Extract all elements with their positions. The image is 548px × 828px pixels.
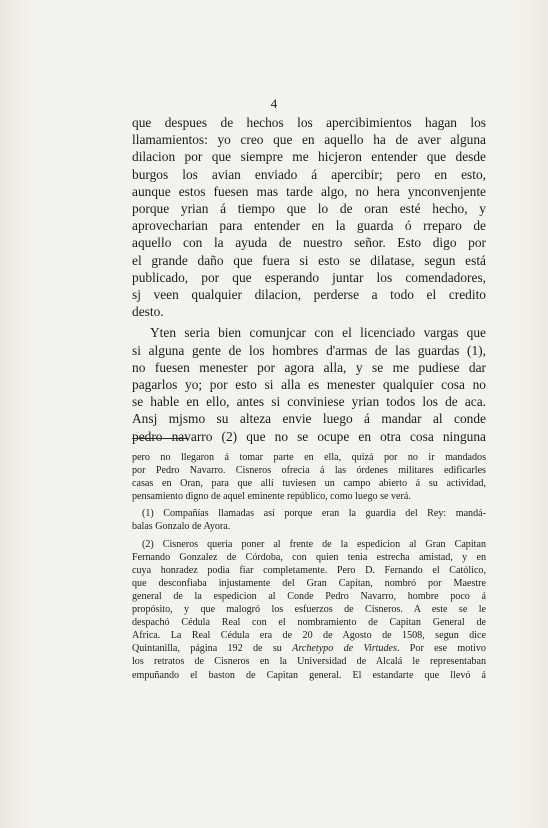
text-line: burgos los avian enviado á apercibir; pero en esto, xyxy=(132,166,486,182)
footnote-line: propósito, y que malogró los esfuerzos de Cisneros. A este se le xyxy=(132,604,486,616)
footnote-line: (2) Cisneros queria poner al frente de la espedicion al Gran Capitan xyxy=(142,538,486,550)
footnote-line: Fernando Gonzalez de Córdoba, con quien tenia estrecha amistad, y en xyxy=(132,551,486,563)
footnote-2 xyxy=(132,538,486,682)
text-line: pedro navarro (2) que no se ocupe en otra cosa ninguna xyxy=(132,428,486,444)
footnote-line: que desconfiaba injustamente del Gran Capitan, nombró por Maestre xyxy=(132,577,486,589)
footnote-line: balas Gonzalo de Ayora. xyxy=(132,521,231,533)
paragraph-2 xyxy=(132,324,486,444)
text-line: aunque estos fuesen mas tarde algo, no hera ynconvenjente xyxy=(132,183,486,199)
text-line: pagarlos yo; por esto si alla es menester qualquier cosa no xyxy=(132,377,486,393)
text-line: desto. xyxy=(132,304,164,320)
page-number: 4 xyxy=(270,96,278,111)
footnote-text: . Por ese motivo xyxy=(396,643,486,655)
book-title: Archetypo de Virtudes xyxy=(292,643,397,655)
text-line: se hable en ello, antes si conviniese yrian todos los de aca. xyxy=(132,394,486,410)
text-line: no fuesen menester por agora alla, y se me pudiese dar xyxy=(132,359,486,375)
footnote-line: empuñando el baston de Capitan general. El estandarte que llevó á xyxy=(132,669,486,681)
footnote-divider xyxy=(132,438,188,439)
paragraph-1 xyxy=(132,114,486,320)
text-line: llamamientos: yo creo que en aquello ha de aver alguna xyxy=(132,132,486,148)
text-line: sj veen qualquier dilacion, perderse a todo el credito xyxy=(132,287,486,303)
footnote-text: Quintanilla, página 192 de su xyxy=(132,643,293,655)
footnote-line: los retratos de Cisneros en la Universidad de Alcalá le representaban xyxy=(132,656,486,668)
footnote-1 xyxy=(132,507,486,533)
footnote-line: despachó Cédula Real con el nombramiento de Capitan General de xyxy=(132,617,486,629)
footnote-line-with-book-title xyxy=(132,642,486,655)
footnotes xyxy=(132,451,486,682)
text-line: Yten seria bien comunjcar con el licenciado vargas que xyxy=(150,325,486,341)
footnote-line: pensamiento digno de aquel eminente repúblico, como luego se verá. xyxy=(132,491,411,503)
footnote-line: general de la espedicion al Conde Pedro Navarro, hombre poco á xyxy=(132,590,486,602)
footnote-line: por Pedro Navarro. Cisneros ofrecia á las órdenes militares edificarles xyxy=(132,465,486,477)
text-line: Ansj mjsmo su alteza envie luego á mandar al conde xyxy=(132,411,486,427)
text-line: que despues de hechos los apercibimientos hagan los xyxy=(132,115,486,130)
text-line: el grande daño que fuera si esto se dilatase, segun está xyxy=(132,252,486,268)
body-text xyxy=(132,114,486,445)
footnote-line: casas en Oran, para que allí tuviesen un campo abierto á su actividad, xyxy=(132,478,486,490)
footnote-line: (1) Compañías llamadas así porque eran la guardia del Rey: mandá- xyxy=(142,508,486,520)
text-line: publicado, por que esperando juntar los comendadores, xyxy=(132,269,486,285)
footnote-line: Africa. La Real Cédula era de 20 de Agosto de 1508, segun dice xyxy=(132,630,486,642)
text-line: si alguna gente de los hombres d'armas de las guardas (1), xyxy=(132,342,486,358)
text-line: porque yrian á tiempo que lo de oran esté hecho, y xyxy=(132,201,486,217)
text-line: aprovecharian para entender en la guarda ó rreparo de xyxy=(132,218,486,234)
footnote-line: cuya honradez podia fiar completamente. Pero D. Fernando el Católico, xyxy=(132,564,486,576)
footnote-continuation xyxy=(132,451,486,503)
footnote-line: pero no llegaron á tomar parte en ella, quizá por no ir mandados xyxy=(132,452,486,463)
text-line: dilacion por que siempre me hicjeron entender que desde xyxy=(132,149,486,165)
text-line: aquello con la ayuda de nuestro señor. Esto digo por xyxy=(132,235,486,251)
